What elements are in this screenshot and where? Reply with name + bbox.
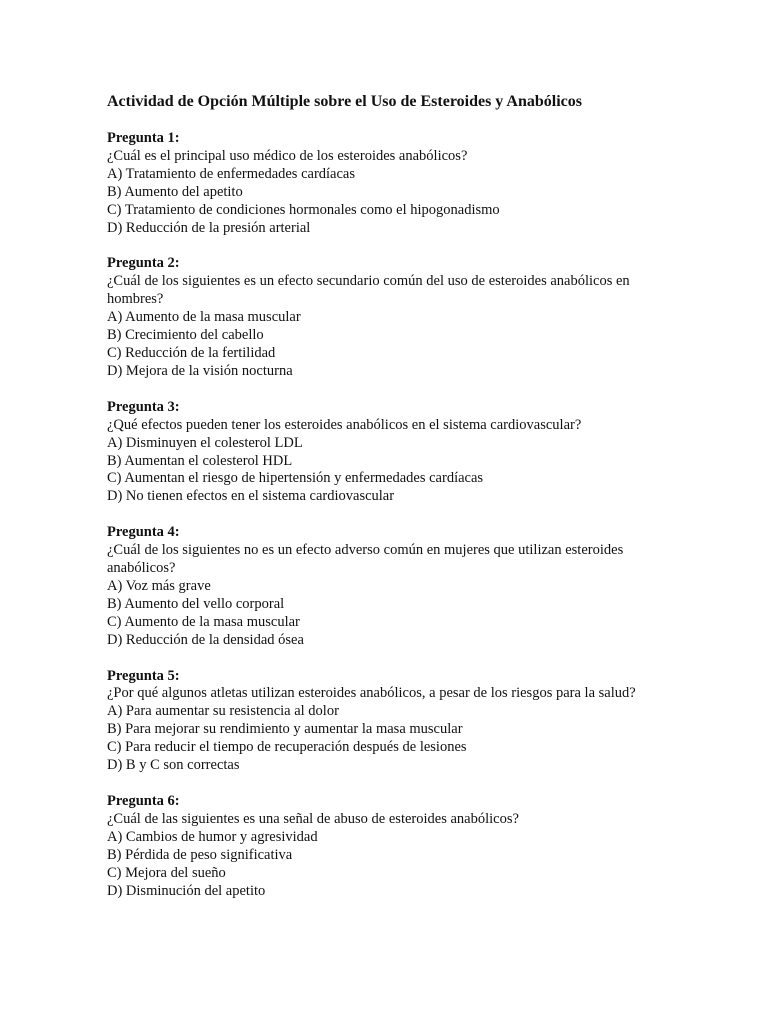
question-label: Pregunta 1: xyxy=(107,130,180,146)
answer-option: A) Tratamiento de enfermedades cardíacas xyxy=(107,165,356,182)
question-text: ¿Por qué algunos atletas utilizan esteroides anabólicos, a pesar de los riesgos para la salud? xyxy=(107,685,636,702)
question-block xyxy=(107,255,667,380)
question-label: Pregunta 4: xyxy=(107,524,180,541)
answer-option: C) Mejora del sueño xyxy=(107,864,226,881)
answer-option: D) Reducción de la presión arterial xyxy=(107,219,311,236)
document-page xyxy=(107,92,667,918)
answer-option: D) Disminución del apetito xyxy=(107,882,266,899)
question-text: ¿Cuál de los siguientes es un efecto secundario común del uso de esteroides anabólicos en hombres? xyxy=(107,273,630,308)
answer-option: A) Disminuyen el colesterol LDL xyxy=(107,434,303,451)
answer-option: C) Reducción de la fertilidad xyxy=(107,344,276,361)
question-block xyxy=(107,668,667,775)
answer-option: B) Aumento del apetito xyxy=(107,183,243,200)
answer-option: D) Mejora de la visión nocturna xyxy=(107,362,293,379)
document-title: Actividad de Opción Múltiple sobre el Uso de Esteroides y Anabólicos xyxy=(107,93,582,110)
question-label: Pregunta 3: xyxy=(107,398,180,415)
question-block xyxy=(107,399,667,506)
answer-option: A) Voz más grave xyxy=(107,577,211,594)
answer-option: D) No tienen efectos en el sistema cardiovascular xyxy=(107,488,395,505)
question-block xyxy=(107,130,667,237)
question-block xyxy=(107,524,667,649)
answer-option: C) Aumentan el riesgo de hipertensión y enfermedades cardíacas xyxy=(107,470,484,487)
answer-option: B) Aumentan el colesterol HDL xyxy=(107,452,293,469)
question-label: Pregunta 6: xyxy=(107,793,180,809)
answer-option: B) Para mejorar su rendimiento y aumentar la masa muscular xyxy=(107,721,463,738)
question-label: Pregunta 5: xyxy=(107,667,180,684)
question-block xyxy=(107,793,667,900)
answer-option: C) Aumento de la masa muscular xyxy=(107,613,300,630)
answer-option: B) Pérdida de peso significativa xyxy=(107,846,293,863)
answer-option: C) Para reducir el tiempo de recuperación después de lesiones xyxy=(107,739,467,756)
question-text: ¿Cuál es el principal uso médico de los esteroides anabólicos? xyxy=(107,147,468,164)
answer-option: B) Crecimiento del cabello xyxy=(107,327,264,344)
answer-option: B) Aumento del vello corporal xyxy=(107,595,285,612)
answer-option: C) Tratamiento de condiciones hormonales como el hipogonadismo xyxy=(107,201,500,218)
answer-option: A) Para aumentar su resistencia al dolor xyxy=(107,703,339,720)
question-text: ¿Cuál de las siguientes es una señal de abuso de esteroides anabólicos? xyxy=(107,810,519,827)
question-label: Pregunta 2: xyxy=(107,255,180,272)
answer-option: A) Cambios de humor y agresividad xyxy=(107,828,318,845)
answer-option: D) Reducción de la densidad ósea xyxy=(107,631,304,648)
answer-option: A) Aumento de la masa muscular xyxy=(107,309,301,326)
answer-option: D) B y C son correctas xyxy=(107,757,240,774)
question-text: ¿Cuál de los siguientes no es un efecto adverso común en mujeres que utilizan esteroides anabólicos? xyxy=(107,542,624,577)
question-text: ¿Qué efectos pueden tener los esteroides anabólicos en el sistema cardiovascular? xyxy=(107,416,582,433)
